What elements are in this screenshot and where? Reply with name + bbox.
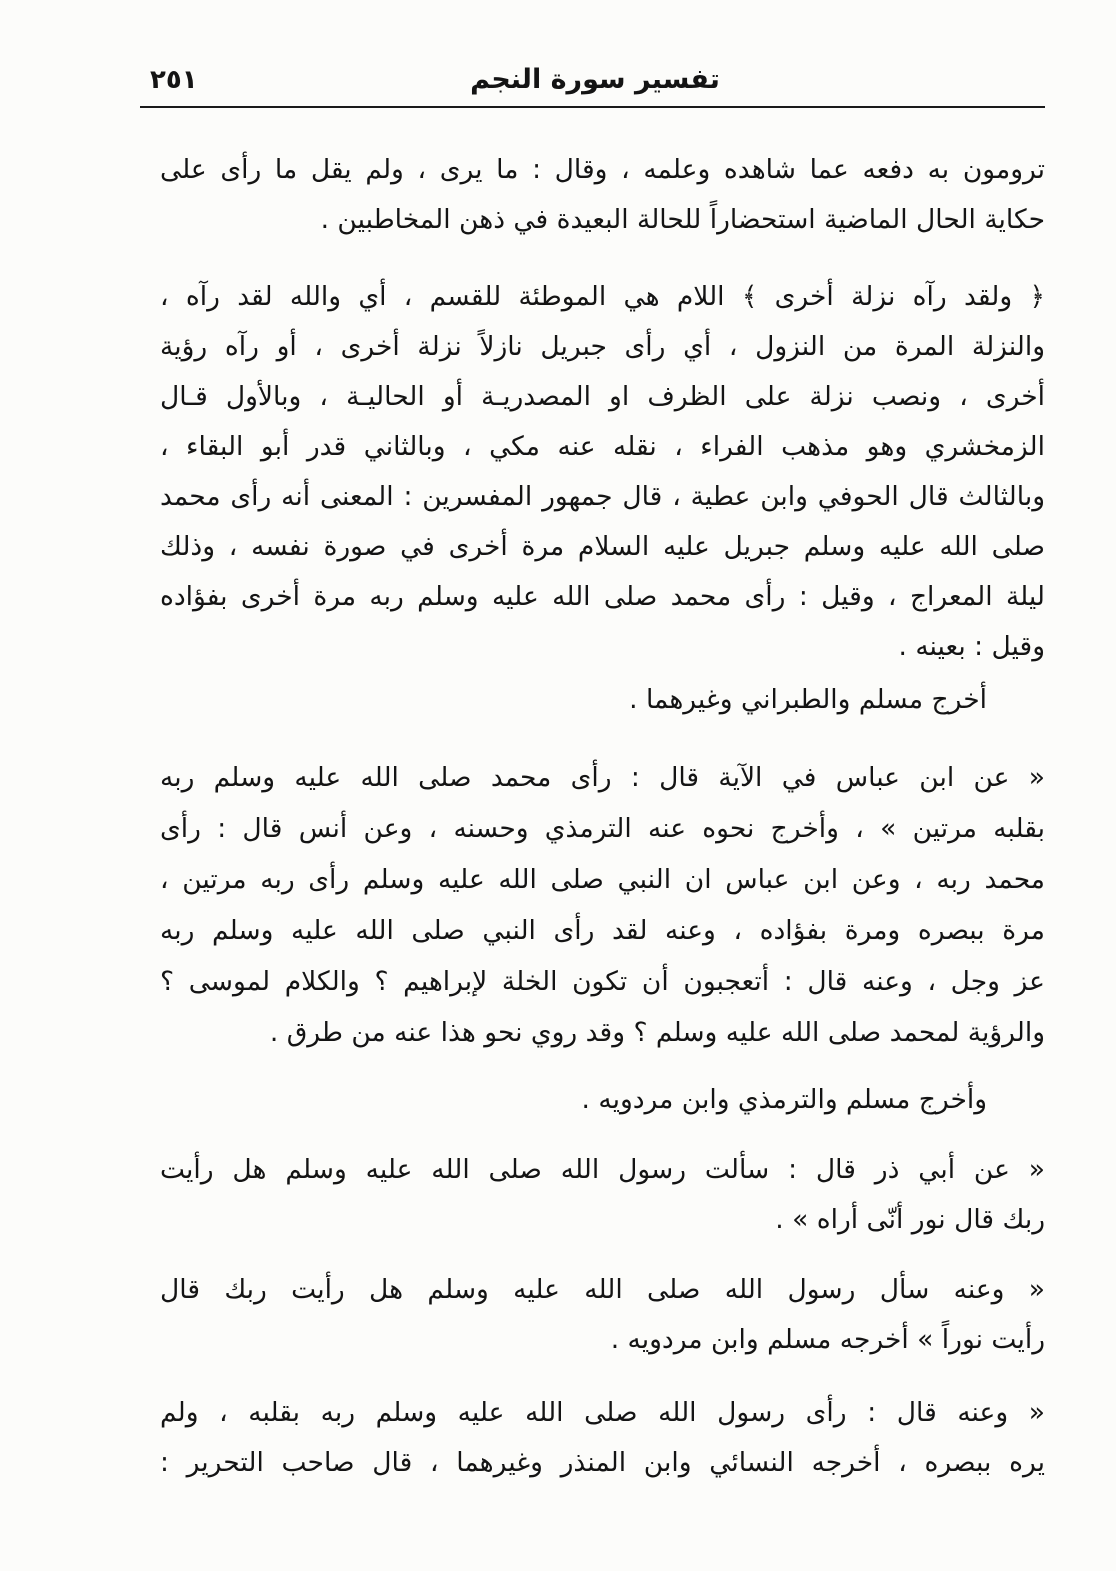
header-rule [140,106,1045,108]
paragraph-2 [160,272,1045,672]
text-line: ترومون به دفعه عما شاهده وعلمه ، وقال : ما يرى ، ولم يقل ما رأى على [160,154,1045,185]
text-line: محمد ربه ، وعن ابن عباس ان النبي صلى الله عليه وسلم رأى ربه مرتين ، [160,864,1045,895]
text-line: ليلة المعراج ، وقيل : رأى محمد صلى الله عليه وسلم ربه مرة أخرى بفؤاده [160,581,1045,612]
paragraph-1 [160,145,1045,245]
text-line: « وعنه سأل رسول الله صلى الله عليه وسلم هل رأيت ربك قال [160,1274,1045,1305]
text-line: « عن أبي ذر قال : سألت رسول الله صلى الله عليه وسلم هل رأيت [160,1154,1045,1185]
paragraph-3 [160,675,1045,725]
text-line: يره ببصره ، أخرجه النسائي وابن المنذر وغيرهما ، قال صاحب التحرير : [160,1447,1045,1478]
text-line: أخرى ، ونصب نزلة على الظرف او المصدريـة أو الحاليـة ، وبالأول قـال [160,381,1045,412]
text-line: وأخرج مسلم والترمذي وابن مردويه . [581,1084,987,1115]
paragraph-6 [160,1145,1045,1245]
text-line: « وعنه قال : رأى رسول الله صلى الله عليه وسلم ربه بقلبه ، ولم [160,1397,1045,1428]
text-line: وبالثالث قال الحوفي وابن عطية ، قال جمهور المفسرين : المعنى أنه رأى محمد [160,481,1045,512]
text-line: ﴿ ولقد رآه نزلة أخرى ﴾ اللام هي الموطئة للقسم ، أي والله لقد رآه ، [160,281,1045,312]
text-line: والرؤية لمحمد صلى الله عليه وسلم ؟ وقد روي نحو هذا عنه من طرق . [269,1017,1045,1048]
paragraph-4 [160,752,1045,1058]
text-line: عز وجل ، وعنه قال : أتعجبون أن تكون الخلة لإبراهيم ؟ والكلام لموسى ؟ [160,966,1045,997]
text-line: « عن ابن عباس في الآية قال : رأى محمد صلى الله عليه وسلم ربه [160,762,1045,793]
text-line: رأيت نوراً » أخرجه مسلم وابن مردويه . [610,1324,1045,1355]
text-line: مرة ببصره ومرة بفؤاده ، وعنه لقد رأى النبي صلى الله عليه وسلم ربه [160,915,1045,946]
text-line: ربك قال نور أنّى أراه » . [775,1204,1045,1235]
page-number: ٢٥١ [150,65,198,95]
text-line: والنزلة المرة من النزول ، أي رأى جبريل نازلاً نزلة أخرى ، أو رآه رؤية [160,331,1045,362]
running-title: تفسير سورة النجم [470,64,720,95]
paragraph-8 [160,1388,1045,1488]
paragraph-5 [160,1075,1045,1125]
text-line: صلى الله عليه وسلم جبريل عليه السلام مرة أخرى في صورة نفسه ، وذلك [160,531,1045,562]
text-line: بقلبه مرتين » ، وأخرج نحوه عنه الترمذي وحسنه ، وعن أنس قال : رأى [160,813,1045,844]
text-line: وقيل : بعينه . [898,631,1045,662]
paragraph-7 [160,1265,1045,1365]
text-line: أخرج مسلم والطبراني وغيرهما . [629,684,987,715]
text-line: حكاية الحال الماضية استحضاراً للحالة البعيدة في ذهن المخاطبين . [320,204,1045,235]
text-line: الزمخشري وهو مذهب الفراء ، نقله عنه مكي ، وبالثاني قدر أبو البقاء ، [160,431,1045,462]
